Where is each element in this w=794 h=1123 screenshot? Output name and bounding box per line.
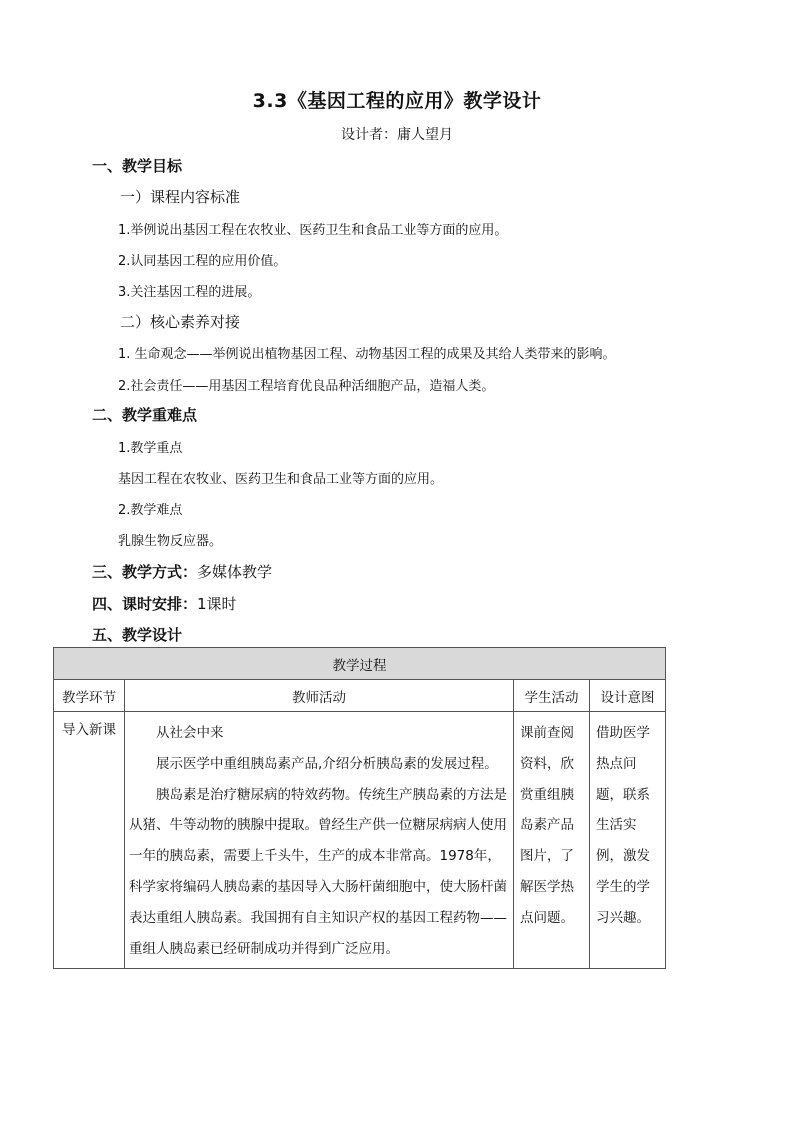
teacher-paragraph: 展示医学中重组胰岛素产品,介绍分析胰岛素的发展过程。 xyxy=(156,755,498,772)
cell-teacher-activity xyxy=(125,712,514,969)
cell-design-intent: 借助医学热点问题，联系生活实例，激发学生的学习兴趣。 xyxy=(590,712,666,969)
section-heading-schedule xyxy=(92,593,237,614)
teacher-paragraph: 从社会中来 xyxy=(156,725,224,741)
section-heading-method xyxy=(92,561,272,582)
subheading-core-literacy: 二）核心素养对接 xyxy=(120,313,241,331)
key-point-text: 基因工程在农牧业、医药卫生和食品工业等方面的应用。 xyxy=(118,472,444,487)
literacy-item: 1. 生命观念——举例说出植物基因工程、动物基因工程的成果及其给人类带来的影响。 xyxy=(118,347,616,362)
method-value: 多媒体教学 xyxy=(197,563,273,581)
cell-stage: 导入新课 xyxy=(54,712,125,969)
author-line: 设计者：庸人望月 xyxy=(341,127,453,143)
section-heading-goals: 一、教学目标 xyxy=(92,157,183,175)
cell-student-activity: 课前查阅资料，欣赏重组胰岛素产品图片，了解医学热点问题。 xyxy=(514,712,590,969)
column-header-teacher: 教师活动 xyxy=(125,680,514,712)
difficulty-text: 乳腺生物反应器。 xyxy=(118,534,223,549)
method-label: 三、教学方式： xyxy=(92,563,198,581)
table-banner: 教学过程 xyxy=(54,648,666,680)
section-heading-key-points: 二、教学重难点 xyxy=(92,406,198,424)
literacy-item: 2.社会责任——用基因工程培育优良品种活细胞产品，造福人类。 xyxy=(118,379,495,394)
column-header-intent: 设计意图 xyxy=(590,680,666,712)
subheading-curriculum-standard: 一）课程内容标准 xyxy=(120,188,241,206)
difficulty-label: 2.教学难点 xyxy=(118,503,183,518)
table-row xyxy=(54,712,666,969)
column-header-student: 学生活动 xyxy=(514,680,590,712)
schedule-value: 1课时 xyxy=(197,595,237,613)
goal-item: 3.关注基因工程的进展。 xyxy=(118,285,261,300)
key-point-label: 1.教学重点 xyxy=(118,441,183,456)
goal-item: 2.认同基因工程的应用价值。 xyxy=(118,254,287,269)
column-header-stage: 教学环节 xyxy=(54,680,125,712)
schedule-label: 四、课时安排： xyxy=(92,595,198,613)
teacher-paragraph: 胰岛素是治疗糖尿病的特效药物。传统生产胰岛素的方法是从猪、牛等动物的胰腺中提取。曾经生产供一位糖尿病病人使用一年的胰岛素，需要上千头牛，生产的成本非常高。1978年，科学家将编码人胰岛素的基因导入大肠杆菌细胞中，使大肠杆菌表达重组人胰岛素。我国拥有自主知识产权的基因工程药物——重组人胰岛素已经研制成功并得到广泛应用。 xyxy=(129,786,507,957)
document-title: 3.3《基因工程的应用》教学设计 xyxy=(252,90,542,112)
teaching-process-table xyxy=(53,647,666,969)
goal-item: 1.举例说出基因工程在农牧业、医药卫生和食品工业等方面的应用。 xyxy=(118,223,508,238)
section-heading-design: 五、教学设计 xyxy=(92,626,183,644)
